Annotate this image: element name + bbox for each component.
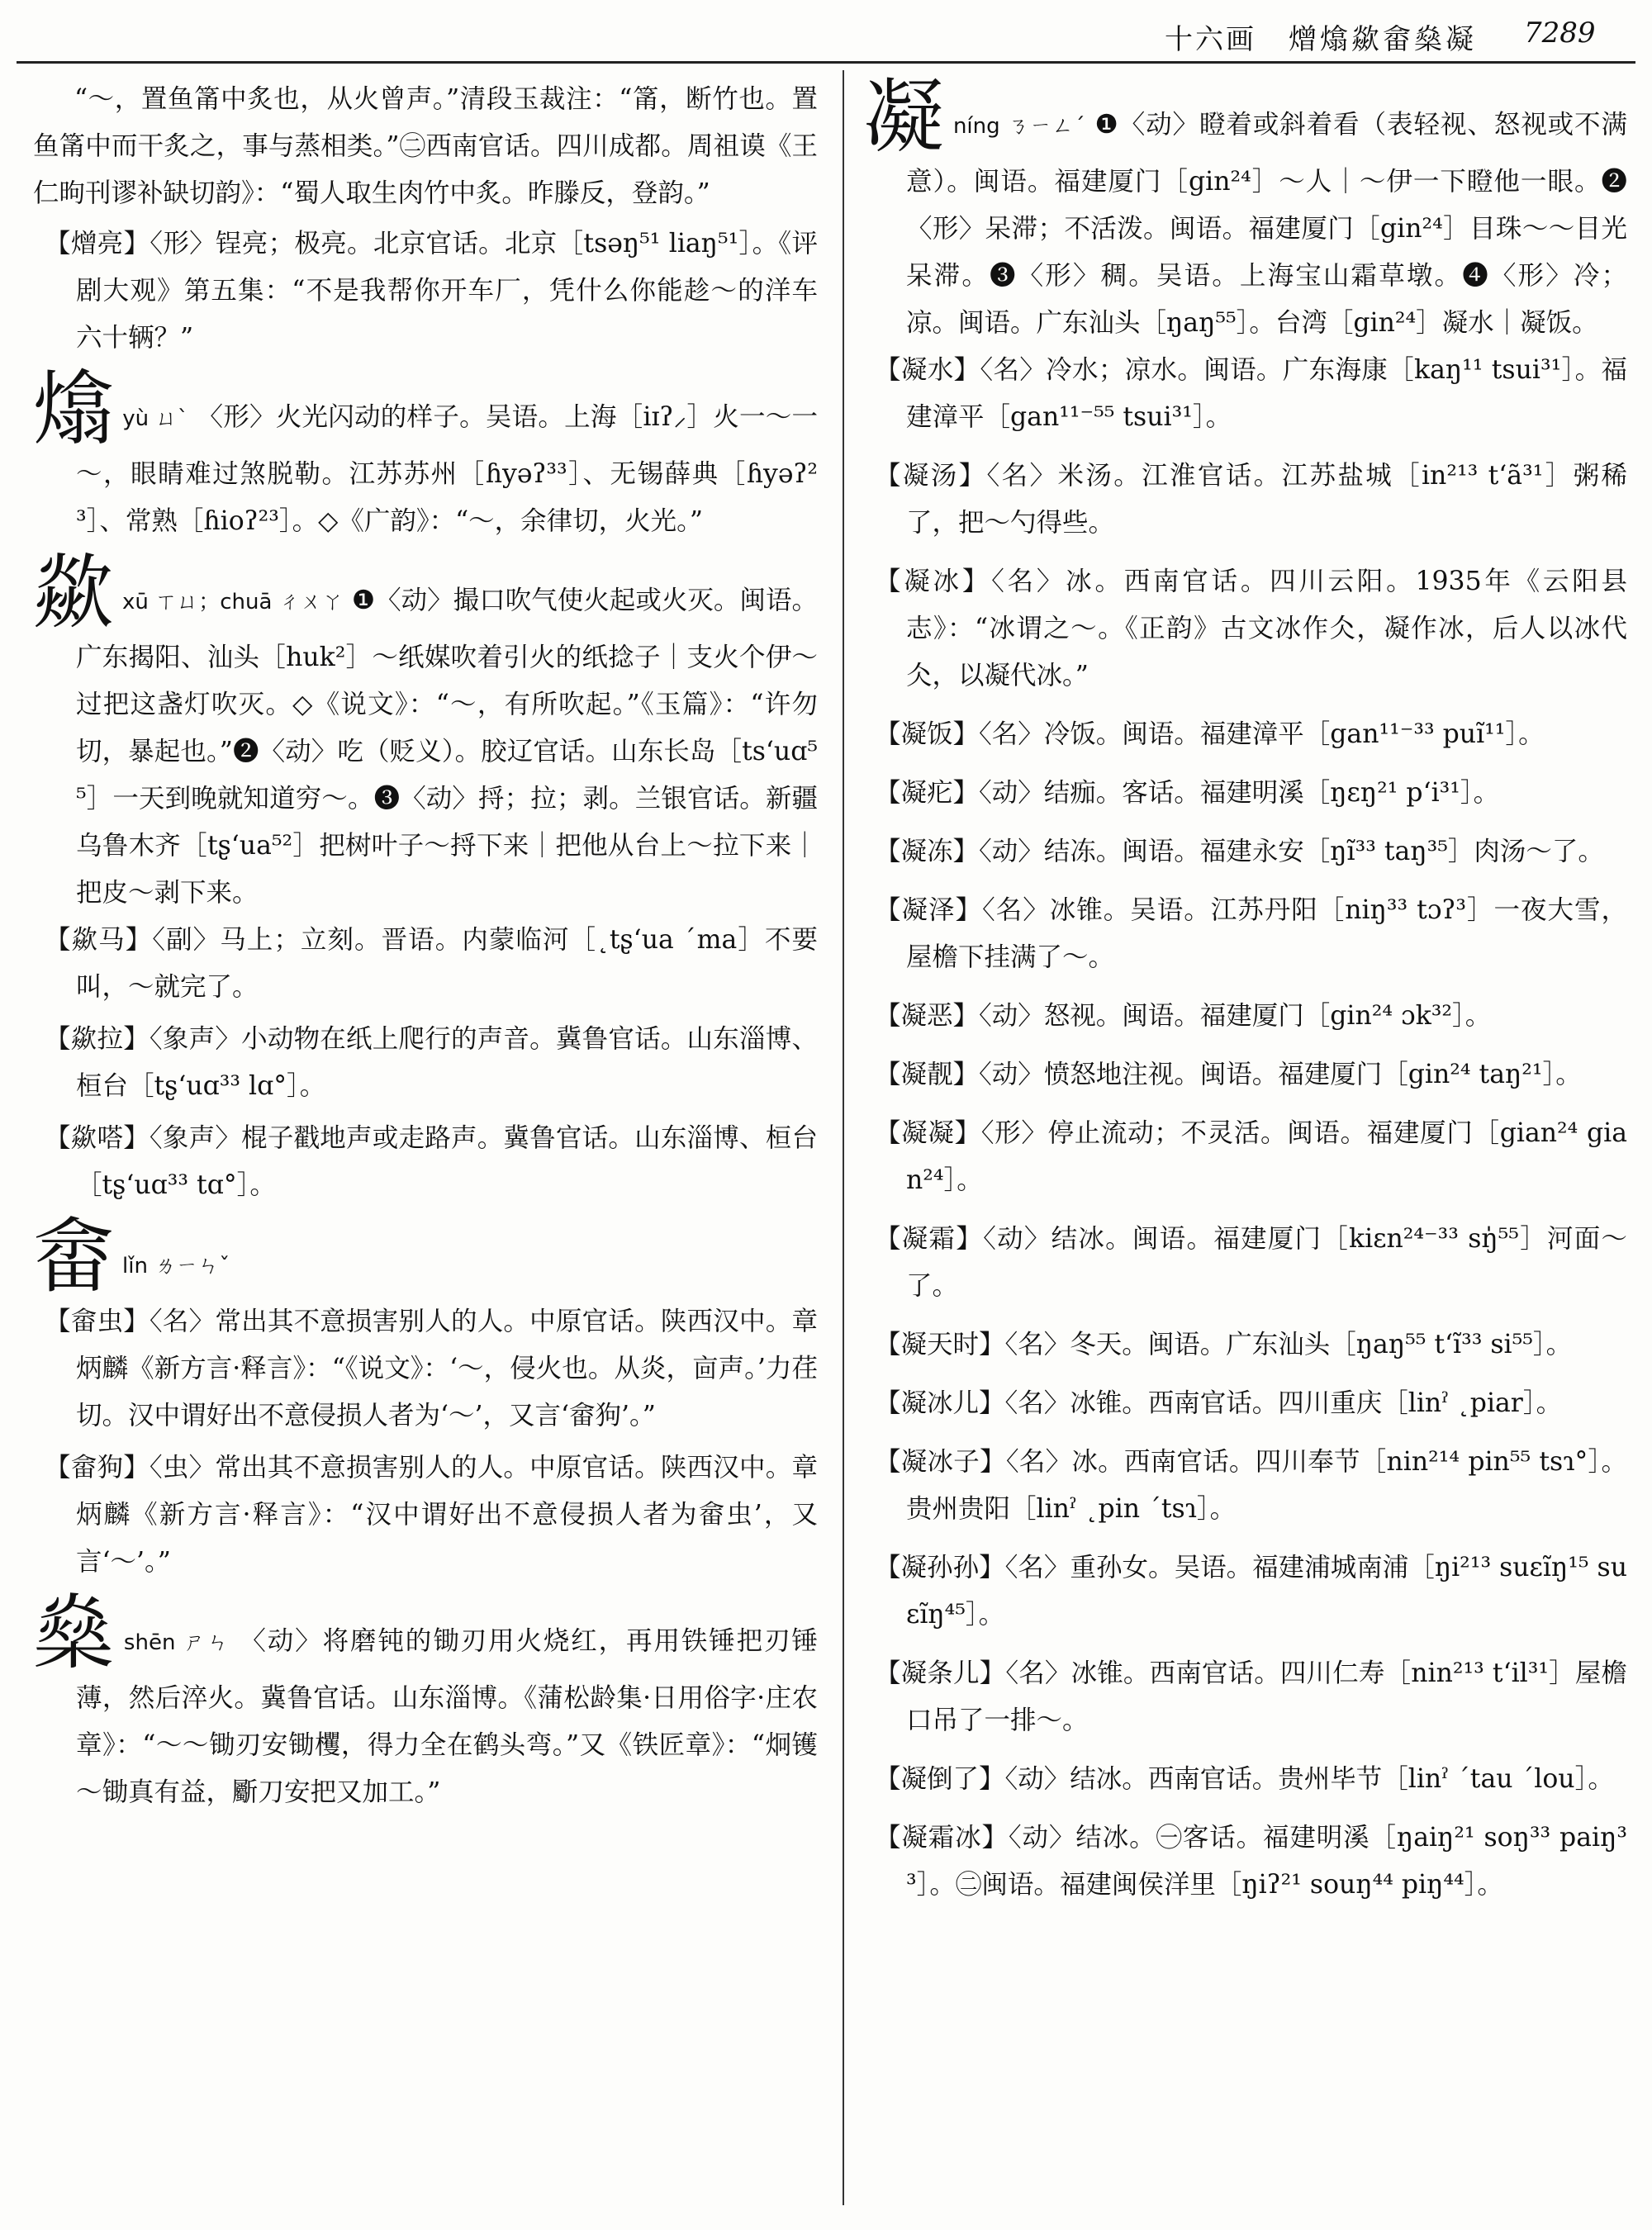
- entry-ning-jing: 【凝靓】〈动〉愤怒地注视。闽语。福建厦门［gin²⁴ taŋ²¹］。: [875, 1060, 1582, 1089]
- headword-xu: [33, 546, 818, 917]
- headword-char: 畲: [33, 1210, 115, 1304]
- headword-pinyin: shēn ㄕㄣ: [123, 1630, 230, 1655]
- entry-ning-shuang-bing: 【凝霜冰】〈动〉结冰。㊀客话。福建明溪［ŋaiŋ²¹ soŋ³³ paiŋ³³］。㊁闽语。福建闽侯洋里［ŋiʔ²¹ souŋ⁴⁴ piŋ⁴⁴］。: [875, 1823, 1627, 1900]
- headword-definition: ❶〈动〉瞪着或斜着看（表轻视、怒视或不满意）。闽语。福建厦门［gin²⁴］～人｜～伊一下瞪他一眼。❷〈形〉呆滞；不活泼。闽语。福建厦门［gin²⁴］目珠～～目光呆滞。❸〈形〉稠。吴语。上海宝山霜草墩。❹〈形〉冷；凉。闽语。广东汕头［ŋaŋ⁵⁵］。台湾［gin²⁴］凝水｜凝饭。: [906, 110, 1627, 338]
- headword-char: 歘: [33, 546, 115, 640]
- entry-ning-tian-shi: 【凝天时】〈名〉冬天。闽语。广东汕头［ŋaŋ⁵⁵ tʻĩ³³ si⁵⁵］。: [875, 1330, 1573, 1359]
- headword-char: 凝: [863, 76, 945, 164]
- headword-char: 熻: [33, 363, 115, 457]
- header-rule: [17, 61, 1635, 64]
- headword-lin: [33, 1210, 818, 1304]
- entry-zeng-liang: 【熷亮】〈形〉锃亮；极亮。北京官话。北京［tsəŋ⁵¹ liaŋ⁵¹］。《评剧大观》第五集：“不是我帮你开车厂，凭什么你能趁～的洋车六十辆？”: [45, 229, 818, 353]
- headword-definition: 〈动〉将磨钝的锄刃用火烧红，再用铁锤把刃锤薄，然后淬火。冀鲁官话。山东淄博。《蒲松龄集·日用俗字·庄农章》：“～～锄刃安锄欔，得力全在鹤头弯。”又《铁匠章》：“炯镬～锄真有益，斸刀安把又加工。”: [76, 1626, 818, 1807]
- headword-pinyin: níng ㄋㄧㄥˊ: [952, 114, 1086, 139]
- headword-pinyin: lǐn ㄌㄧㄣˇ: [122, 1254, 230, 1279]
- entry-ning-bing: 【凝冰】〈名〉冰。西南官话。四川云阳。1935年《云阳县志》：“冰谓之～。《正韵》古文冰作仌，凝作冰，后人以冰代仌，以凝代冰。”: [875, 567, 1627, 690]
- headword-shen: [33, 1587, 818, 1816]
- entry-lin-chong: 【畲虫】〈名〉常出其不意损害别人的人。中原官话。陕西汉中。章炳麟《新方言·释言》：“《说文》：‘～，侵火也。从炎，㐭声。’力荏切。汉中谓好出不意侵损人者为‘～’，又言‘畲狗’。”: [45, 1307, 818, 1431]
- entry-ning-fan: 【凝饭】〈名〉冷饭。闽语。福建漳平［gan¹¹⁻³³ puĩ¹¹］。: [875, 719, 1545, 749]
- header-characters: 熷熻歘畲燊凝: [1289, 23, 1477, 56]
- headword-pinyin: xū ㄒㄩ；chuā ㄔㄨㄚ: [122, 590, 344, 614]
- entry-lin-gou: 【畲狗】〈虫〉常出其不意损害别人的人。中原官话。陕西汉中。章炳麟《新方言·释言》：“汉中谓好出不意侵损人者为畲虫’，又言‘～’。”: [45, 1453, 818, 1577]
- entry-ning-tiao-er: 【凝条儿】〈名〉冰锥。西南官话。四川仁寿［nin²¹³ tʻil³¹］屋檐口吊了一排～。: [875, 1658, 1627, 1735]
- entry-xu-la: 【歘拉】〈象声〉小动物在纸上爬行的声音。冀鲁官话。山东淄博、桓台［tʂʻuɑ³³ lɑ°］。: [45, 1024, 818, 1101]
- entry-ning-ze: 【凝泽】〈名〉冰锥。吴语。江苏丹阳［niŋ³³ tɔʔ³］一夜大雪，屋檐下挂满了～。: [875, 895, 1627, 972]
- continued-entry: “～，置鱼筩中炙也，从火曾声。”清段玉裁注：“筩，断竹也。置鱼筩中而干炙之，事与蒸相类。”㊁西南官话。四川成都。周祖谟《王仁昫刊谬补缺切韵》：“蜀人取生肉竹中炙。昨滕反，登韵。”: [33, 84, 818, 208]
- entry-ning-shui: 【凝水】〈名〉冷水；凉水。闽语。广东海康［kaŋ¹¹ tsui³¹］。福建漳平［gan¹¹⁻⁵⁵ tsui³¹］。: [875, 355, 1627, 432]
- entry-ning-ning: 【凝凝】〈形〉停止流动；不灵活。闽语。福建厦门［gian²⁴ gian²⁴］。: [875, 1118, 1627, 1195]
- headword-pinyin: yù ㄩˋ: [122, 406, 189, 431]
- entry-ning-sun-sun: 【凝孙孙】〈名〉重孙女。吴语。福建浦城南浦［ŋi²¹³ suɛĩŋ¹⁵ suɛĩŋ⁴⁵］。: [875, 1553, 1627, 1630]
- headword-char: 燊: [33, 1587, 116, 1681]
- entry-ning-bing-zi: 【凝冰子】〈名〉冰。西南官话。四川奉节［nin²¹⁴ pin⁵⁵ tsɿ°］。贵州贵阳［linˀ ˛pin ˊtsɿ］。: [875, 1447, 1627, 1524]
- entry-ning-e: 【凝恶】〈动〉怒视。闽语。福建厦门［gin²⁴ ɔk³²］。: [875, 1001, 1492, 1031]
- entry-ning-dong: 【凝冻】〈动〉结冻。闽语。福建永安［ŋĩ³³ taŋ³⁵］肉汤～了。: [875, 837, 1604, 866]
- headword-ning: [863, 76, 1627, 347]
- entry-ning-bi: 【凝疕】〈动〉结痂。客话。福建明溪［ŋɛŋ²¹ pʻi³¹］。: [875, 778, 1500, 808]
- entry-ning-dao-le: 【凝倒了】〈动〉结冰。西南官话。贵州毕节［linˀ ˊtau ˊlou］。: [875, 1764, 1614, 1794]
- left-column: [33, 76, 818, 2215]
- headword-definition: 〈形〉火光闪动的样子。吴语。上海［iɪʔ⸝］火一～一～，眼睛难过煞脱勒。江苏苏州［ɦyəʔ³³］、无锡薛典［ɦyəʔ²³］、常熟［ɦioʔ²³］。◇《广韵》：“～，余律切，火光。”: [76, 402, 818, 536]
- entry-ning-shuang: 【凝霜】〈动〉结冰。闽语。福建厦门［kiɛn²⁴⁻³³ sŋ̍⁵⁵］河面～了。: [875, 1224, 1627, 1301]
- column-divider: [843, 70, 844, 2205]
- entry-ning-tang: 【凝汤】〈名〉米汤。江淮官话。江苏盐城［in²¹³ tʻã³¹］粥稀了，把～勺得些。: [875, 461, 1627, 538]
- page-header: [0, 0, 1652, 66]
- entry-xu-da: 【歘嗒】〈象声〉棍子戳地声或走路声。冀鲁官话。山东淄博、桓台［tʂʻuɑ³³ tɑ°］。: [45, 1123, 818, 1200]
- headword-definition: ❶〈动〉撮口吹气使火起或火灭。闽语。广东揭阳、汕头［huk²］～纸媒吹着引火的纸捻子｜支火个伊～过把这盏灯吹灭。◇《说文》：“～，有所吹起。”《玉篇》：“许勿切，暴起也。”❷〈动〉吃（贬义）。胶辽官话。山东长岛［tsʻuɑ⁵⁵］一天到晚就知道穷～。❸〈动〉捋；拉；剥。兰银官话。新疆乌鲁木齐［tʂʻua⁵²］把树叶子～捋下来｜把他从台上～拉下来｜把皮～剥下来。: [76, 586, 818, 908]
- entry-ning-bing-er: 【凝冰儿】〈名〉冰锥。西南官话。四川重庆［linˀ ˛piar］。: [875, 1388, 1563, 1418]
- headword-yu: [33, 363, 818, 545]
- entry-xu-ma: 【歘马】〈副〉马上；立刻。晋语。内蒙临河［˛tʂʻua ˊma］不要叫，～就完了。: [45, 925, 818, 1002]
- right-column: [863, 76, 1627, 2215]
- page-number: 7289: [1524, 17, 1596, 50]
- chapter-label: 十六画: [1165, 23, 1256, 56]
